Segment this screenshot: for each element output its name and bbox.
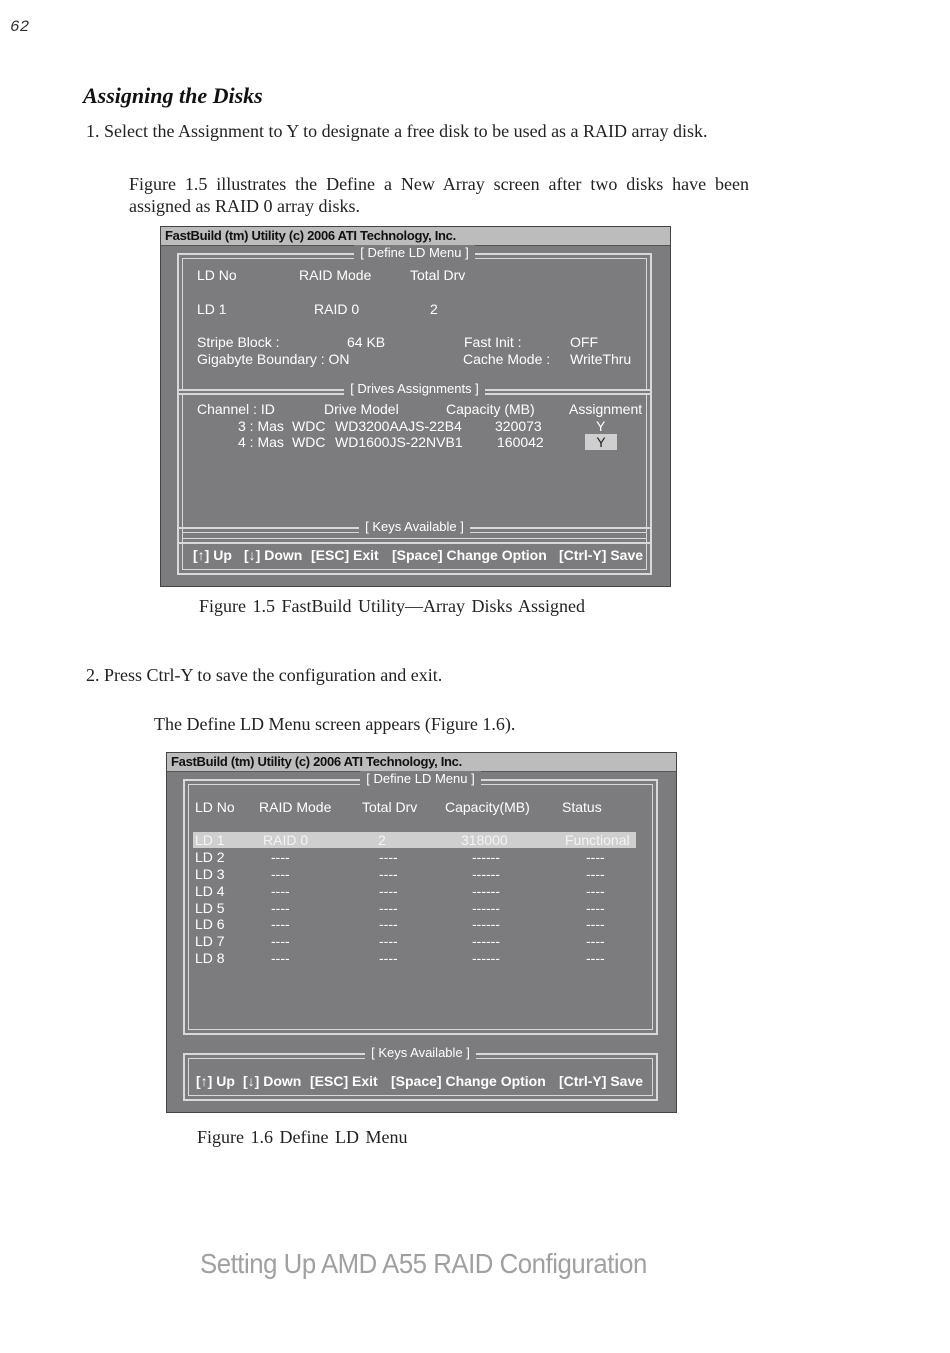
capacity: ------ (472, 950, 500, 966)
ld-number: LD 6 (195, 916, 225, 932)
cache-mode-label: Cache Mode : (463, 351, 551, 367)
section-heading: Assigning the Disks (83, 83, 263, 108)
header-raid-mode: RAID Mode (299, 267, 372, 283)
key-change-option: [Space] Change Option (391, 1073, 546, 1089)
header-channel-id: Channel : ID (197, 401, 275, 417)
key-save: [Ctrl-Y] Save (559, 1073, 644, 1089)
header-capacity: Capacity (MB) (446, 401, 535, 417)
raid-mode: ---- (271, 883, 290, 899)
screen-title: FastBuild (tm) Utility (c) 2006 ATI Technology, Inc. (167, 753, 676, 772)
ld-number: LD 2 (195, 849, 225, 865)
screen-title: FastBuild (tm) Utility (c) 2006 ATI Technology, Inc. (161, 227, 670, 246)
ld-number: LD 7 (195, 933, 225, 949)
drive-assignment-selected[interactable]: Y (585, 434, 617, 450)
ld-number: LD 8 (195, 950, 225, 966)
status: ---- (586, 950, 605, 966)
status: Functional (565, 832, 630, 848)
total-drv-value: 2 (430, 301, 438, 317)
keys-available-label: [ Keys Available ] (365, 1045, 476, 1060)
raid-mode: ---- (271, 849, 290, 865)
total-drv: ---- (379, 866, 398, 882)
stripe-block-value[interactable]: 64 KB (347, 334, 386, 350)
define-ld-menu-label: [ Define LD Menu ] (360, 771, 480, 786)
capacity: ------ (472, 900, 500, 916)
status: ---- (586, 900, 605, 916)
status: ---- (586, 866, 605, 882)
ld-number: LD 1 (197, 301, 227, 317)
header-capacity: Capacity(MB) (445, 799, 530, 815)
capacity: ------ (472, 916, 500, 932)
status: ---- (586, 883, 605, 899)
key-down: [↓] Down (243, 1073, 302, 1089)
header-assignment: Assignment (569, 401, 643, 417)
ld-number: LD 5 (195, 900, 225, 916)
total-drv: ---- (379, 933, 398, 949)
intro-paragraph-1 (129, 173, 749, 217)
capacity: ------ (472, 849, 500, 865)
key-esc-exit: [ESC] Exit (311, 547, 379, 563)
total-drv: ---- (379, 900, 398, 916)
key-save: [Ctrl-Y] Save (559, 547, 644, 563)
total-drv: ---- (379, 916, 398, 932)
status: ---- (586, 916, 605, 932)
chapter-footer: Setting Up AMD A55 RAID Configuration (200, 1248, 647, 1279)
drives-assignments-label: [ Drives Assignments ] (344, 381, 485, 396)
total-drv: ---- (379, 883, 398, 899)
step-2-text: 2. Press Ctrl-Y to save the configuration and exit. (86, 665, 443, 685)
key-change-option: [Space] Change Option (392, 547, 547, 563)
raid-mode: ---- (271, 950, 290, 966)
ld-number: LD 3 (195, 866, 225, 882)
capacity: ------ (472, 933, 500, 949)
figure-1-6-caption: Figure 1.6 Define LD Menu (197, 1127, 408, 1147)
status: ---- (586, 849, 605, 865)
header-raid-mode: RAID Mode (259, 799, 332, 815)
capacity: 318000 (461, 832, 508, 848)
drive-vendor: WDC (292, 434, 326, 450)
drive-vendor: WDC (292, 418, 326, 434)
drive-model: WD3200AAJS-22B4 (335, 418, 462, 434)
cache-mode-value[interactable]: WriteThru (570, 351, 632, 367)
status: ---- (586, 933, 605, 949)
ld-number: LD 4 (195, 883, 225, 899)
header-ld-no: LD No (197, 267, 237, 283)
figure-1-5-caption: Figure 1.5 FastBuild Utility—Array Disks Assigned (199, 596, 586, 616)
page-number: 62 (10, 18, 30, 36)
raid-mode: ---- (271, 866, 290, 882)
key-down: [↓] Down (244, 547, 303, 563)
header-ld-no: LD No (195, 799, 235, 815)
drive-assignment[interactable]: Y (596, 418, 606, 434)
raid-mode-value[interactable]: RAID 0 (314, 301, 360, 317)
key-esc-exit: [ESC] Exit (310, 1073, 378, 1089)
keys-available-label: [ Keys Available ] (359, 519, 470, 534)
total-drv: ---- (379, 950, 398, 966)
step-1-text: 1. Select the Assignment to Y to designate a free disk to be used as a RAID array disk. (86, 121, 708, 141)
capacity: ------ (472, 883, 500, 899)
drive-channel: 4 : Mas (238, 434, 284, 450)
header-total-drv: Total Drv (410, 267, 466, 283)
fast-init-value[interactable]: OFF (570, 334, 598, 350)
raid-mode: ---- (271, 916, 290, 932)
gigabyte-boundary[interactable]: Gigabyte Boundary : ON (197, 351, 350, 367)
figure-1-6-screen (166, 752, 677, 1113)
key-up: [↑] Up (193, 547, 232, 563)
intro-paragraph-2: The Define LD Menu screen appears (Figure 1.6). (154, 714, 516, 734)
header-status: Status (562, 799, 602, 815)
intro-line-1: Figure 1.5 illustrates the Define a New Array screen after two disks have been (129, 174, 749, 194)
total-drv: ---- (379, 849, 398, 865)
ld-number: LD 1 (195, 832, 225, 848)
define-ld-menu-label: [ Define LD Menu ] (354, 245, 474, 260)
raid-mode: ---- (271, 933, 290, 949)
drive-capacity: 160042 (497, 434, 544, 450)
drive-model: WD1600JS-22NVB1 (335, 434, 463, 450)
header-drive-model: Drive Model (324, 401, 399, 417)
ld-row-selected[interactable] (193, 832, 636, 848)
raid-mode: RAID 0 (263, 832, 309, 848)
intro-line-2: assigned as RAID 0 array disks. (129, 196, 360, 216)
header-total-drv: Total Drv (362, 799, 418, 815)
key-up: [↑] Up (196, 1073, 235, 1089)
raid-mode: ---- (271, 900, 290, 916)
drive-channel: 3 : Mas (238, 418, 284, 434)
capacity: ------ (472, 866, 500, 882)
figure-1-5-screen (160, 226, 671, 587)
total-drv: 2 (378, 832, 386, 848)
drive-capacity: 320073 (495, 418, 542, 434)
fast-init-label: Fast Init : (464, 334, 522, 350)
stripe-block-label: Stripe Block : (197, 334, 280, 350)
